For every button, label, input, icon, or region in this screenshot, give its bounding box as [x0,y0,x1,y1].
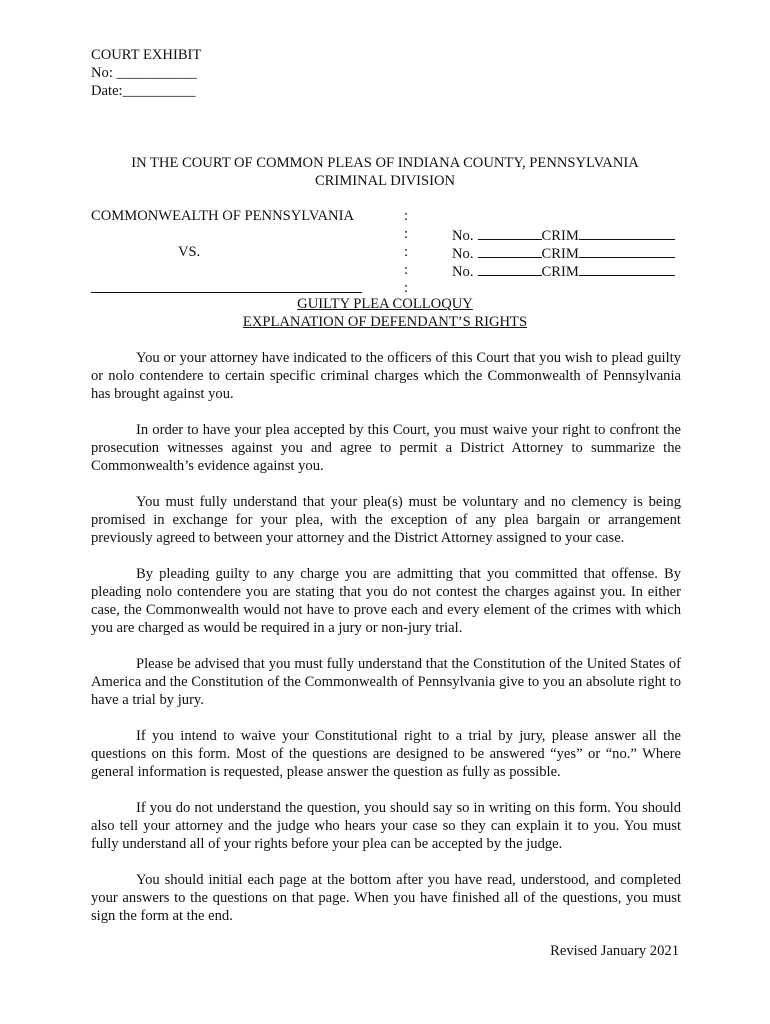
paragraph: By pleading guilty to any charge you are admitting that you committed that offense. By pleading nolo contendere you are stating that you do not contest the charges against you. In either case, the Commonwealth would not have to prove each and every element of the crimes with which you are charged as would be required in a jury or non-jury trial. [91,566,681,636]
docket-number-field[interactable] [478,225,542,240]
docket-number-field[interactable] [478,243,542,258]
docket-line-1: No. CRIM [452,225,675,243]
paragraph: If you do not understand the question, you should say so in writing on this form. You should also tell your attorney and the judge who hears your case so they can explain it to you. You must fully understand all of your rights before your plea can be accepted by the judge. [91,800,681,852]
caption-colon: : [404,208,409,224]
docket-line-3: No. CRIM [452,261,675,279]
court-heading [0,154,770,190]
caption-colon: : [404,226,409,242]
paragraph: In order to have your plea accepted by this Court, you must waive your right to confront the prosecution witnesses against you and agree to permit a District Attorney to summarize the Commonwealth’s evidence against you. [91,422,681,474]
exhibit-header [91,46,201,100]
revision-date: Revised January 2021 [550,943,679,959]
caption-colon: : [404,244,409,260]
docket-suffix-field[interactable] [579,243,675,258]
versus-label: VS. [178,244,201,260]
plaintiff-name: COMMONWEALTH OF PENNSYLVANIA [91,208,354,224]
docket-line-2: No. CRIM [452,243,675,261]
exhibit-number-field: No: ___________ [91,65,197,81]
document-title [0,295,770,331]
caption-colon: : [404,280,409,296]
paragraph: You should initial each page at the bottom after you have read, understood, and completed your answers to the questions on that page. When you have finished all of the questions, you must sign the form at the end. [91,872,681,924]
caption-colon: : [404,262,409,278]
title-line-2: EXPLANATION OF DEFENDANT’S RIGHTS [242,314,528,330]
court-division: CRIMINAL DIVISION [314,173,456,189]
paragraph: Please be advised that you must fully understand that the Constitution of the United States of America and the Constitution of the Commonwealth of Pennsylvania give to you an absolute right to have a trial by jury. [91,656,681,708]
docket-number-field[interactable] [478,261,542,276]
title-line-1: GUILTY PLEA COLLOQUY [297,296,473,312]
caption-divider [404,207,408,297]
paragraph: You must fully understand that your plea(s) must be voluntary and no clemency is being promised in exchange for your plea, with the exception of any plea bargain or arrangement previously agreed to between your attorney and the District Attorney assigned to your case. [91,494,681,546]
paragraph: You or your attorney have indicated to the officers of this Court that you wish to plead guilty or nolo contendere to certain specific criminal charges which the Commonwealth of Pennsylvania has brought against you. [91,350,681,402]
exhibit-title: COURT EXHIBIT [91,47,202,63]
exhibit-date-field: Date:__________ [91,83,196,99]
defendant-name-line [91,292,362,293]
instructions-body [91,349,681,943]
docket-suffix-field[interactable] [579,261,675,276]
docket-numbers [452,225,675,279]
paragraph: If you intend to waive your Constitutional right to a trial by jury, please answer all the questions on this form. Most of the questions are designed to be answered “yes” or “no.” Where general information is requested, please answer the question as fully as possible. [91,728,681,780]
court-name: IN THE COURT OF COMMON PLEAS OF INDIANA COUNTY, PENNSYLVANIA [131,155,639,171]
docket-suffix-field[interactable] [579,225,675,240]
